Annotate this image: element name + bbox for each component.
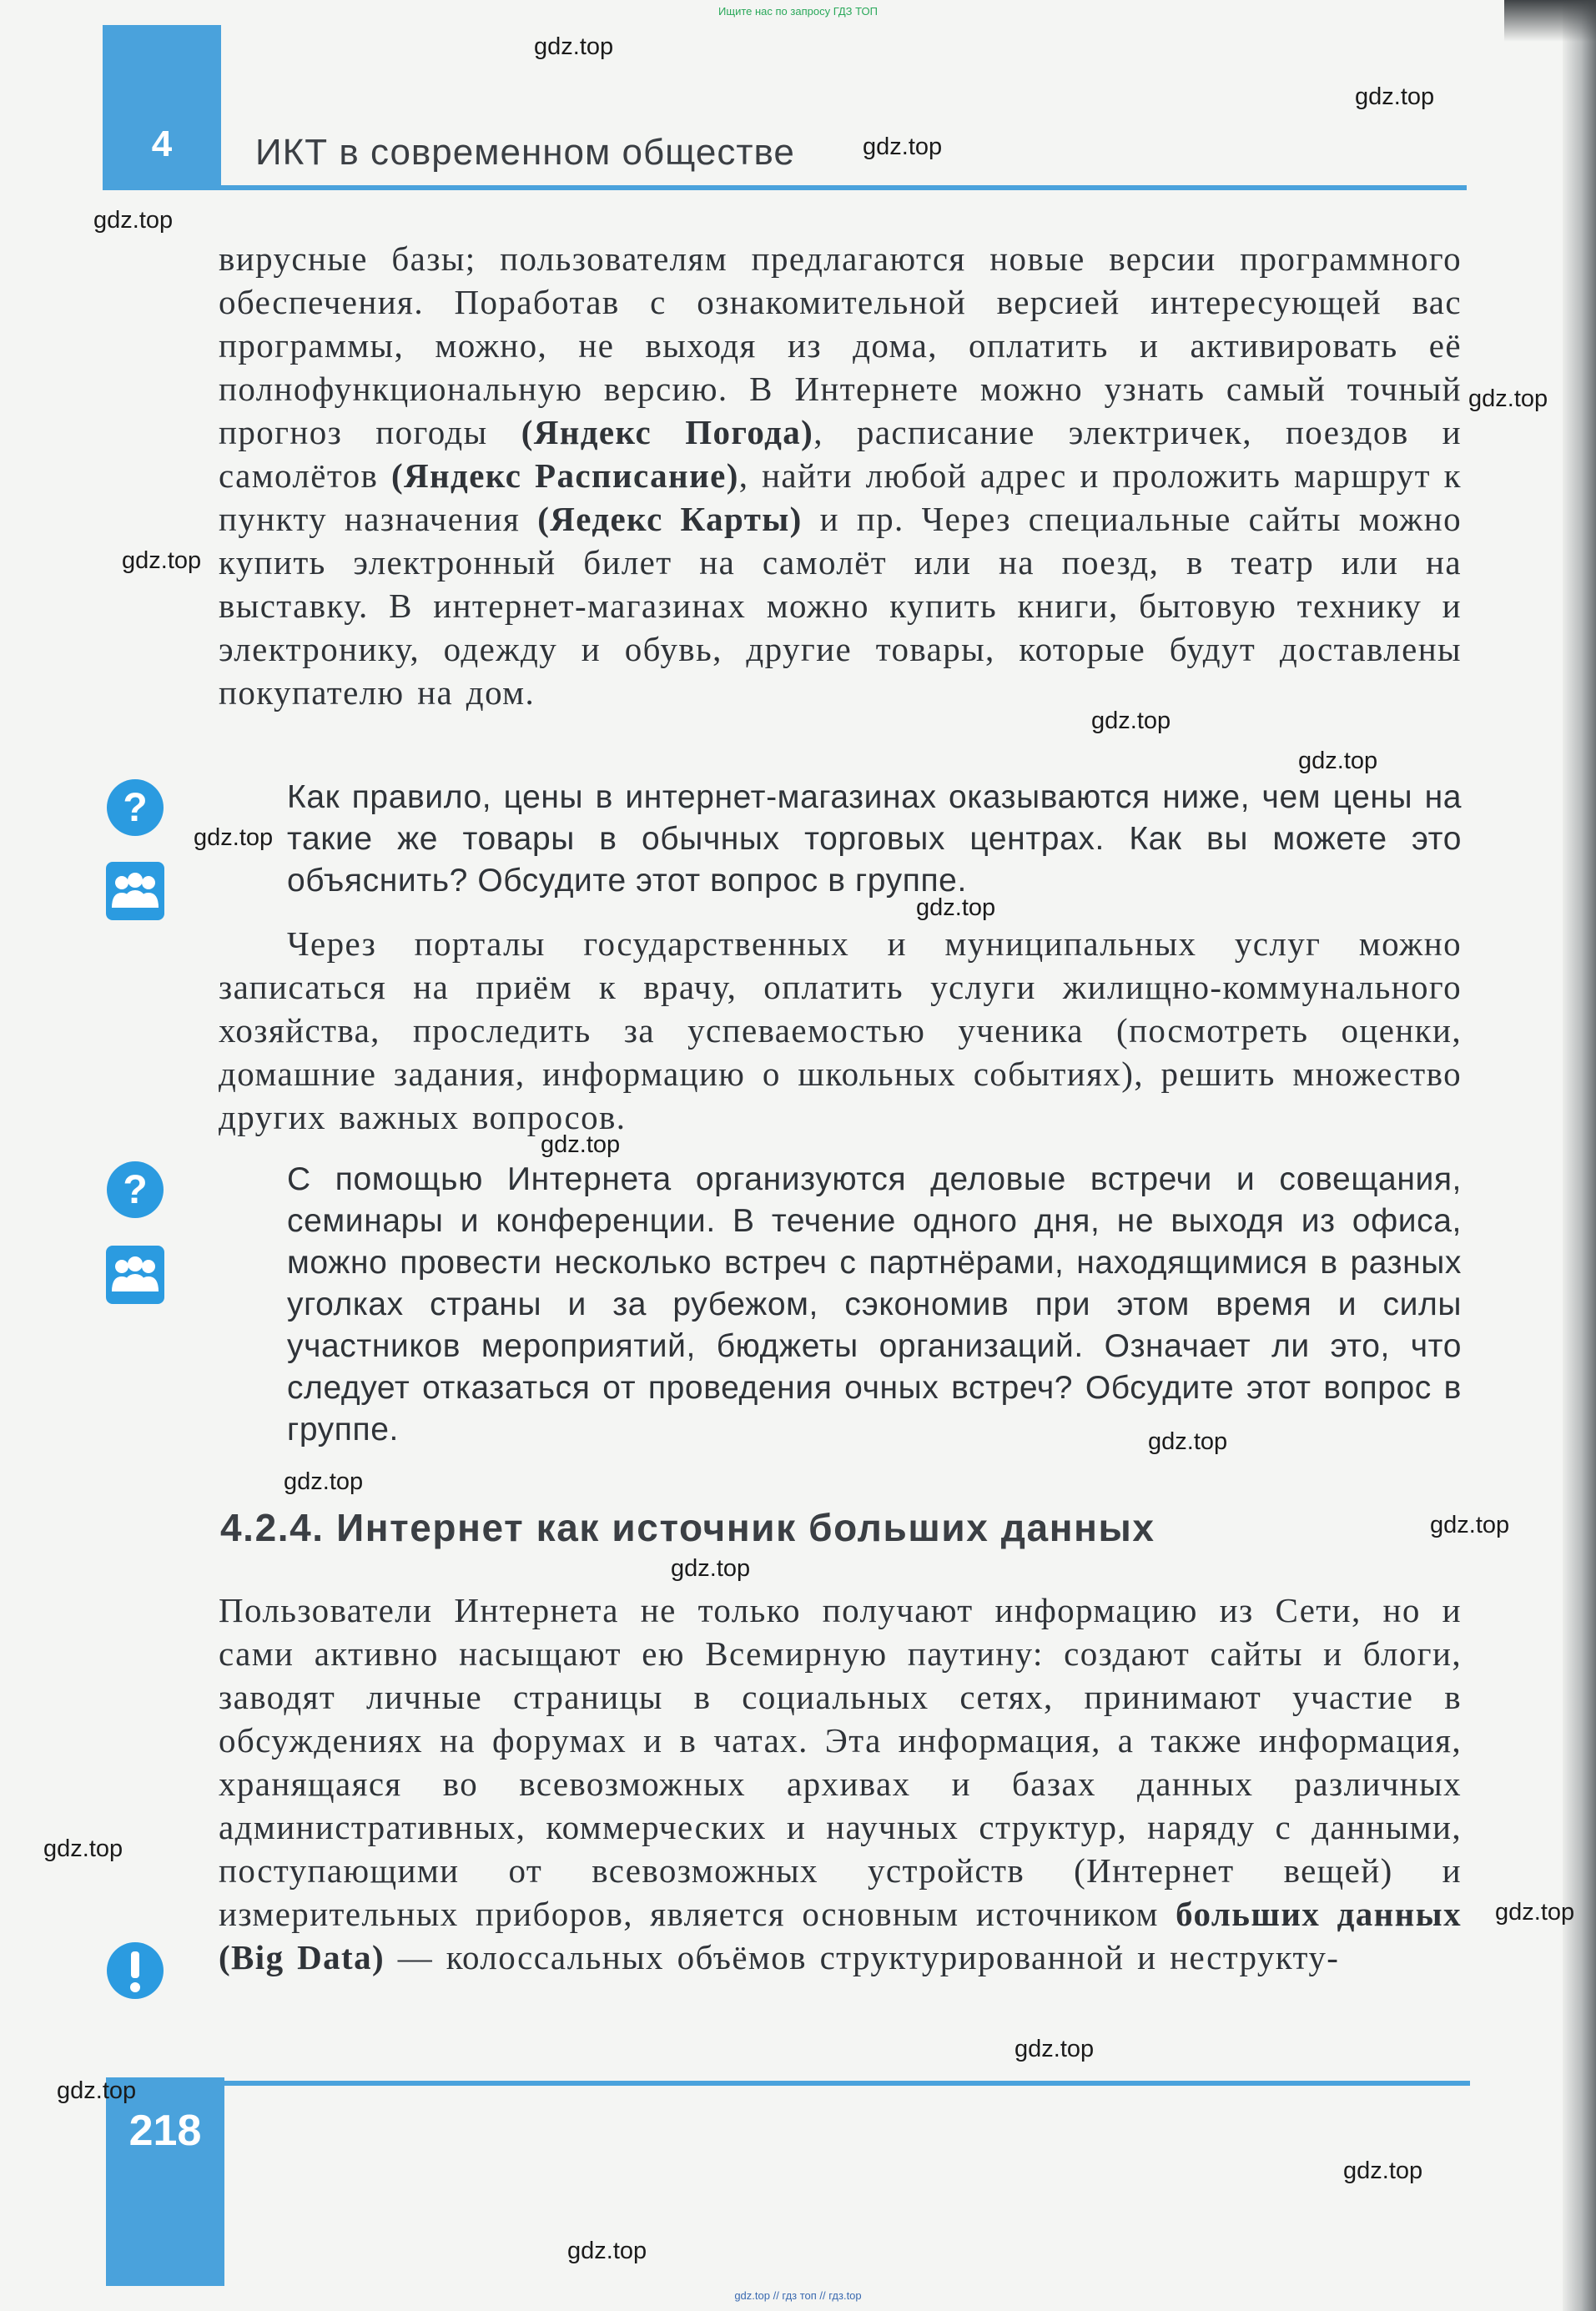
watermark: gdz.top bbox=[534, 33, 614, 60]
chapter-number: 4 bbox=[151, 123, 173, 164]
bottom-note: gdz.top // гдз топ // гдз.top bbox=[734, 2289, 862, 2302]
watermark: gdz.top bbox=[284, 1468, 364, 1495]
page-number: 218 bbox=[128, 2107, 202, 2155]
section-heading: 4.2.4. Интернет как источник больших данных bbox=[220, 1506, 1155, 1549]
watermark: gdz.top bbox=[1298, 748, 1378, 774]
watermark: gdz.top bbox=[194, 824, 274, 851]
running-header-title: ИКТ в современном обществе bbox=[255, 132, 795, 173]
watermark: gdz.top bbox=[93, 207, 174, 234]
top-note: Ищите нас по запросу ГДЗ ТОП bbox=[718, 5, 878, 18]
watermark: gdz.top bbox=[43, 1835, 123, 1862]
watermark: gdz.top bbox=[1091, 707, 1171, 734]
watermark: gdz.top bbox=[567, 2238, 647, 2264]
svg-text:?: ? bbox=[123, 786, 148, 830]
text-run: , найти любой адрес и проложить маршрут к пункту назначения bbox=[219, 456, 1462, 538]
bold-term-weather: (Яндекс Погода) bbox=[521, 413, 814, 451]
watermark: gdz.top bbox=[1495, 1899, 1575, 1926]
question-mark-icon bbox=[105, 1160, 165, 1220]
text-run: и пр. Через специальные сайты можно купить электронный билет на самолёт или на поезд, в театр или на выставку. В интернет-магазинах можно купить книги, бытовую технику и электронику, одежду и обувь, другие товары, которые будут доставлены покупателю на дом. bbox=[219, 500, 1462, 712]
bold-term-maps: (Яедекс Карты) bbox=[537, 500, 803, 538]
question-block-prices: Как правило, цены в интернет-магазинах оказываются ниже, чем цены на такие же товары в обычных торговых центрах. Как вы можете это объяснить? Обсудите этот вопрос в группе. bbox=[287, 779, 1462, 899]
group-discussion-icon bbox=[105, 861, 165, 921]
watermark: gdz.top bbox=[57, 2077, 137, 2104]
svg-text:?: ? bbox=[123, 1168, 148, 1212]
watermark: gdz.top bbox=[671, 1555, 751, 1582]
header-rule bbox=[221, 185, 1467, 190]
watermark: gdz.top bbox=[1014, 2036, 1095, 2062]
question-mark-icon bbox=[105, 778, 165, 838]
exclamation-icon bbox=[105, 1941, 165, 2001]
watermark: gdz.top bbox=[1355, 83, 1435, 110]
text-run: вирусные базы; пользователям предлагаются новые версии программного обеспечения. Поработав с ознакомительной версией интересующей вас программы, можно, не выходя из дома, оплатить и активировать её полнофункциональную версию. В Интернете можно узнать самый точный прогноз погоды bbox=[219, 239, 1462, 451]
text-run: Пользователи Интернета не только получают информацию из Сети, но и сами активно насыщают ею Всемирную паутину: создают сайты и блоги, заводят личные страницы в социальных сетях, принимают участие в обсуждениях на форумах и в чатах. Эта информация, а также информация, хранящаяся во всевозможных архивах и базах данных различных административных, коммерческих и научных структур, наряду с данными, поступающими от всевозможных устройств (Интернет вещей) и измерительных приборов, является основным источником bbox=[219, 1591, 1462, 1933]
group-discussion-icon bbox=[105, 1245, 165, 1305]
paragraph-big-data bbox=[219, 1588, 1462, 1979]
footer-rule bbox=[224, 2081, 1470, 2086]
chapter-tab bbox=[103, 25, 221, 190]
watermark: gdz.top bbox=[122, 547, 202, 574]
question-block-meetings: С помощью Интернета организуются деловые встречи и совещания, семинары и конференции. В течение одного дня, не выходя из офиса, можно провести несколько встреч с партнёрами, находящимися в разных уголках страны и за рубежом, сэкономив при этом время и силы участников мероприятий, бюджеты организаций. Означает ли это, что следует отказаться от проведения очных встреч? Обсудите этот вопрос в группе. bbox=[287, 1161, 1462, 1448]
bold-term-schedule: (Яндекс Расписание) bbox=[390, 456, 739, 495]
watermark: gdz.top bbox=[1148, 1428, 1228, 1455]
watermark: gdz.top bbox=[541, 1131, 621, 1158]
watermark: gdz.top bbox=[1468, 385, 1548, 412]
paragraph-government-services: Через порталы государственных и муниципальных услуг можно записаться на приём к врачу, оплатить услуги жилищно-коммунального хозяйства, проследить за успеваемостью ученика (посмотреть оценки, домашние задания, информацию о школьных событиях), решить множество других важных вопросов. bbox=[219, 924, 1462, 1136]
watermark: gdz.top bbox=[1343, 2157, 1423, 2184]
watermark: gdz.top bbox=[916, 894, 996, 921]
text-run: — колоссальных объёмов структурированной и неструкту- bbox=[385, 1938, 1340, 1976]
watermark: gdz.top bbox=[863, 133, 943, 160]
bold-term-big-data: больших данных (Big Data) bbox=[219, 1895, 1462, 1976]
paragraph-services bbox=[219, 237, 1462, 714]
text-run: , расписание электричек, поездов и самолётов bbox=[219, 413, 1462, 495]
watermark: gdz.top bbox=[1430, 1512, 1510, 1538]
page-edge-shadow bbox=[1563, 0, 1596, 2311]
